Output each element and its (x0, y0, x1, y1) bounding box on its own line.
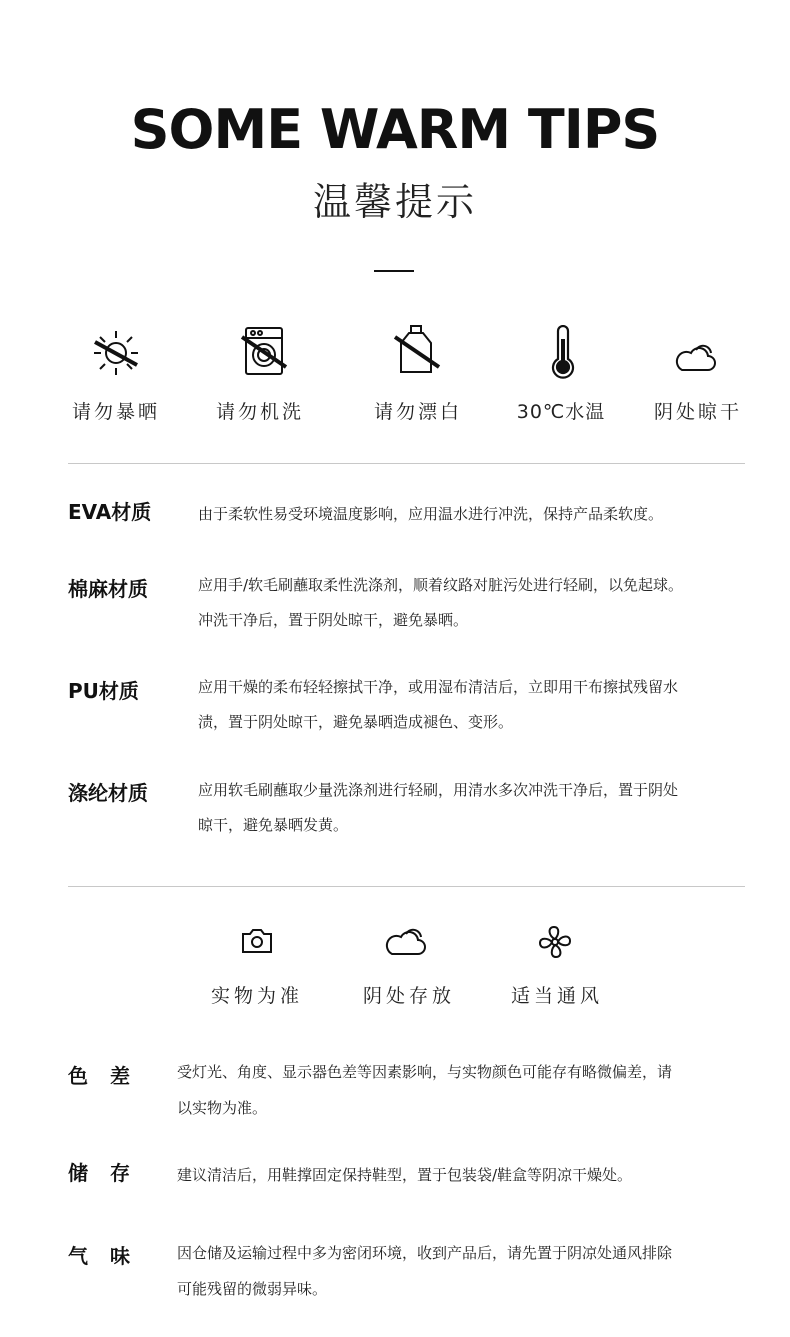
note-desc-odor (177, 1235, 745, 1307)
care-label-shade-dry: 阴处晾干 (653, 401, 742, 423)
info-label-shade-storage: 阴处存放 (362, 985, 455, 1007)
camera-icon (240, 926, 274, 956)
material-desc-eva (198, 497, 750, 532)
material-name-cotton-linen: 棉麻材质 (68, 577, 148, 601)
note-desc-color (177, 1054, 745, 1126)
no-bleach-icon (392, 323, 442, 377)
cloud-icon (672, 340, 718, 374)
material-desc-line: 由于柔软性易受环境温度影响，应用温水进行冲洗，保持产品柔软度。 (198, 505, 664, 523)
note-desc-line: 因仓储及运输过程中多为密闭环境，收到产品后，请先置于阴凉处通风排除 (177, 1244, 673, 1262)
note-desc-storage (177, 1157, 745, 1193)
material-desc-line: 应用手/软毛刷蘸取柔性洗涤剂，顺着纹路对脏污处进行轻刷，以免起球。 (198, 576, 684, 594)
note-name-storage: 储存 (68, 1161, 152, 1185)
material-desc-line: 渍，置于阴处晾干，避免暴晒造成褪色、变形。 (198, 713, 514, 731)
material-desc-line: 应用软毛刷蘸取少量洗涤剂进行轻刷，用清水多次冲洗干净后，置于阴处 (198, 781, 679, 799)
material-name-pu: PU材质 (68, 679, 139, 703)
cloud-icon (382, 924, 428, 958)
material-desc-polyester (198, 773, 750, 843)
care-label-water-temp: 30℃水温 (516, 401, 606, 423)
divider-top (68, 463, 745, 464)
material-desc-line: 冲洗干净后，置于阴处晾干，避免暴晒。 (198, 611, 469, 629)
material-name-eva: EVA材质 (68, 500, 152, 524)
page-title-en: SOME WARM TIPS (130, 98, 660, 161)
no-sun-icon (90, 327, 142, 379)
note-desc-line: 以实物为准。 (177, 1099, 268, 1117)
no-machine-wash-icon (240, 325, 290, 377)
info-label-ventilation: 适当通风 (510, 985, 603, 1007)
note-desc-line: 受灯光、角度、显示器色差等因素影响，与实物颜色可能存有略微偏差，请 (177, 1063, 673, 1081)
material-desc-cotton-linen (198, 568, 750, 638)
title-underline (374, 270, 414, 272)
note-name-color: 色差 (68, 1064, 152, 1088)
divider-middle (68, 886, 745, 887)
note-name-odor: 气味 (68, 1244, 152, 1268)
thermometer-icon (548, 325, 578, 379)
material-desc-line: 晾干，避免暴晒发黄。 (198, 816, 349, 834)
care-label-no-bleach: 请勿漂白 (373, 401, 462, 423)
page-title-cn: 温馨提示 (312, 180, 477, 224)
info-label-actual-product: 实物为准 (210, 985, 303, 1007)
care-label-no-machine-wash: 请勿机洗 (215, 401, 304, 423)
note-desc-line: 建议清洁后，用鞋撑固定保持鞋型，置于包装袋/鞋盒等阴凉干燥处。 (177, 1166, 633, 1184)
care-label-no-sun: 请勿暴晒 (71, 401, 160, 423)
material-name-polyester: 涤纶材质 (68, 781, 148, 805)
material-desc-line: 应用干燥的柔布轻轻擦拭干净，或用湿布清洁后，立即用干布擦拭残留水 (198, 678, 679, 696)
note-desc-line: 可能残留的微弱异味。 (177, 1280, 328, 1298)
fan-icon (537, 924, 573, 960)
material-desc-pu (198, 670, 750, 740)
